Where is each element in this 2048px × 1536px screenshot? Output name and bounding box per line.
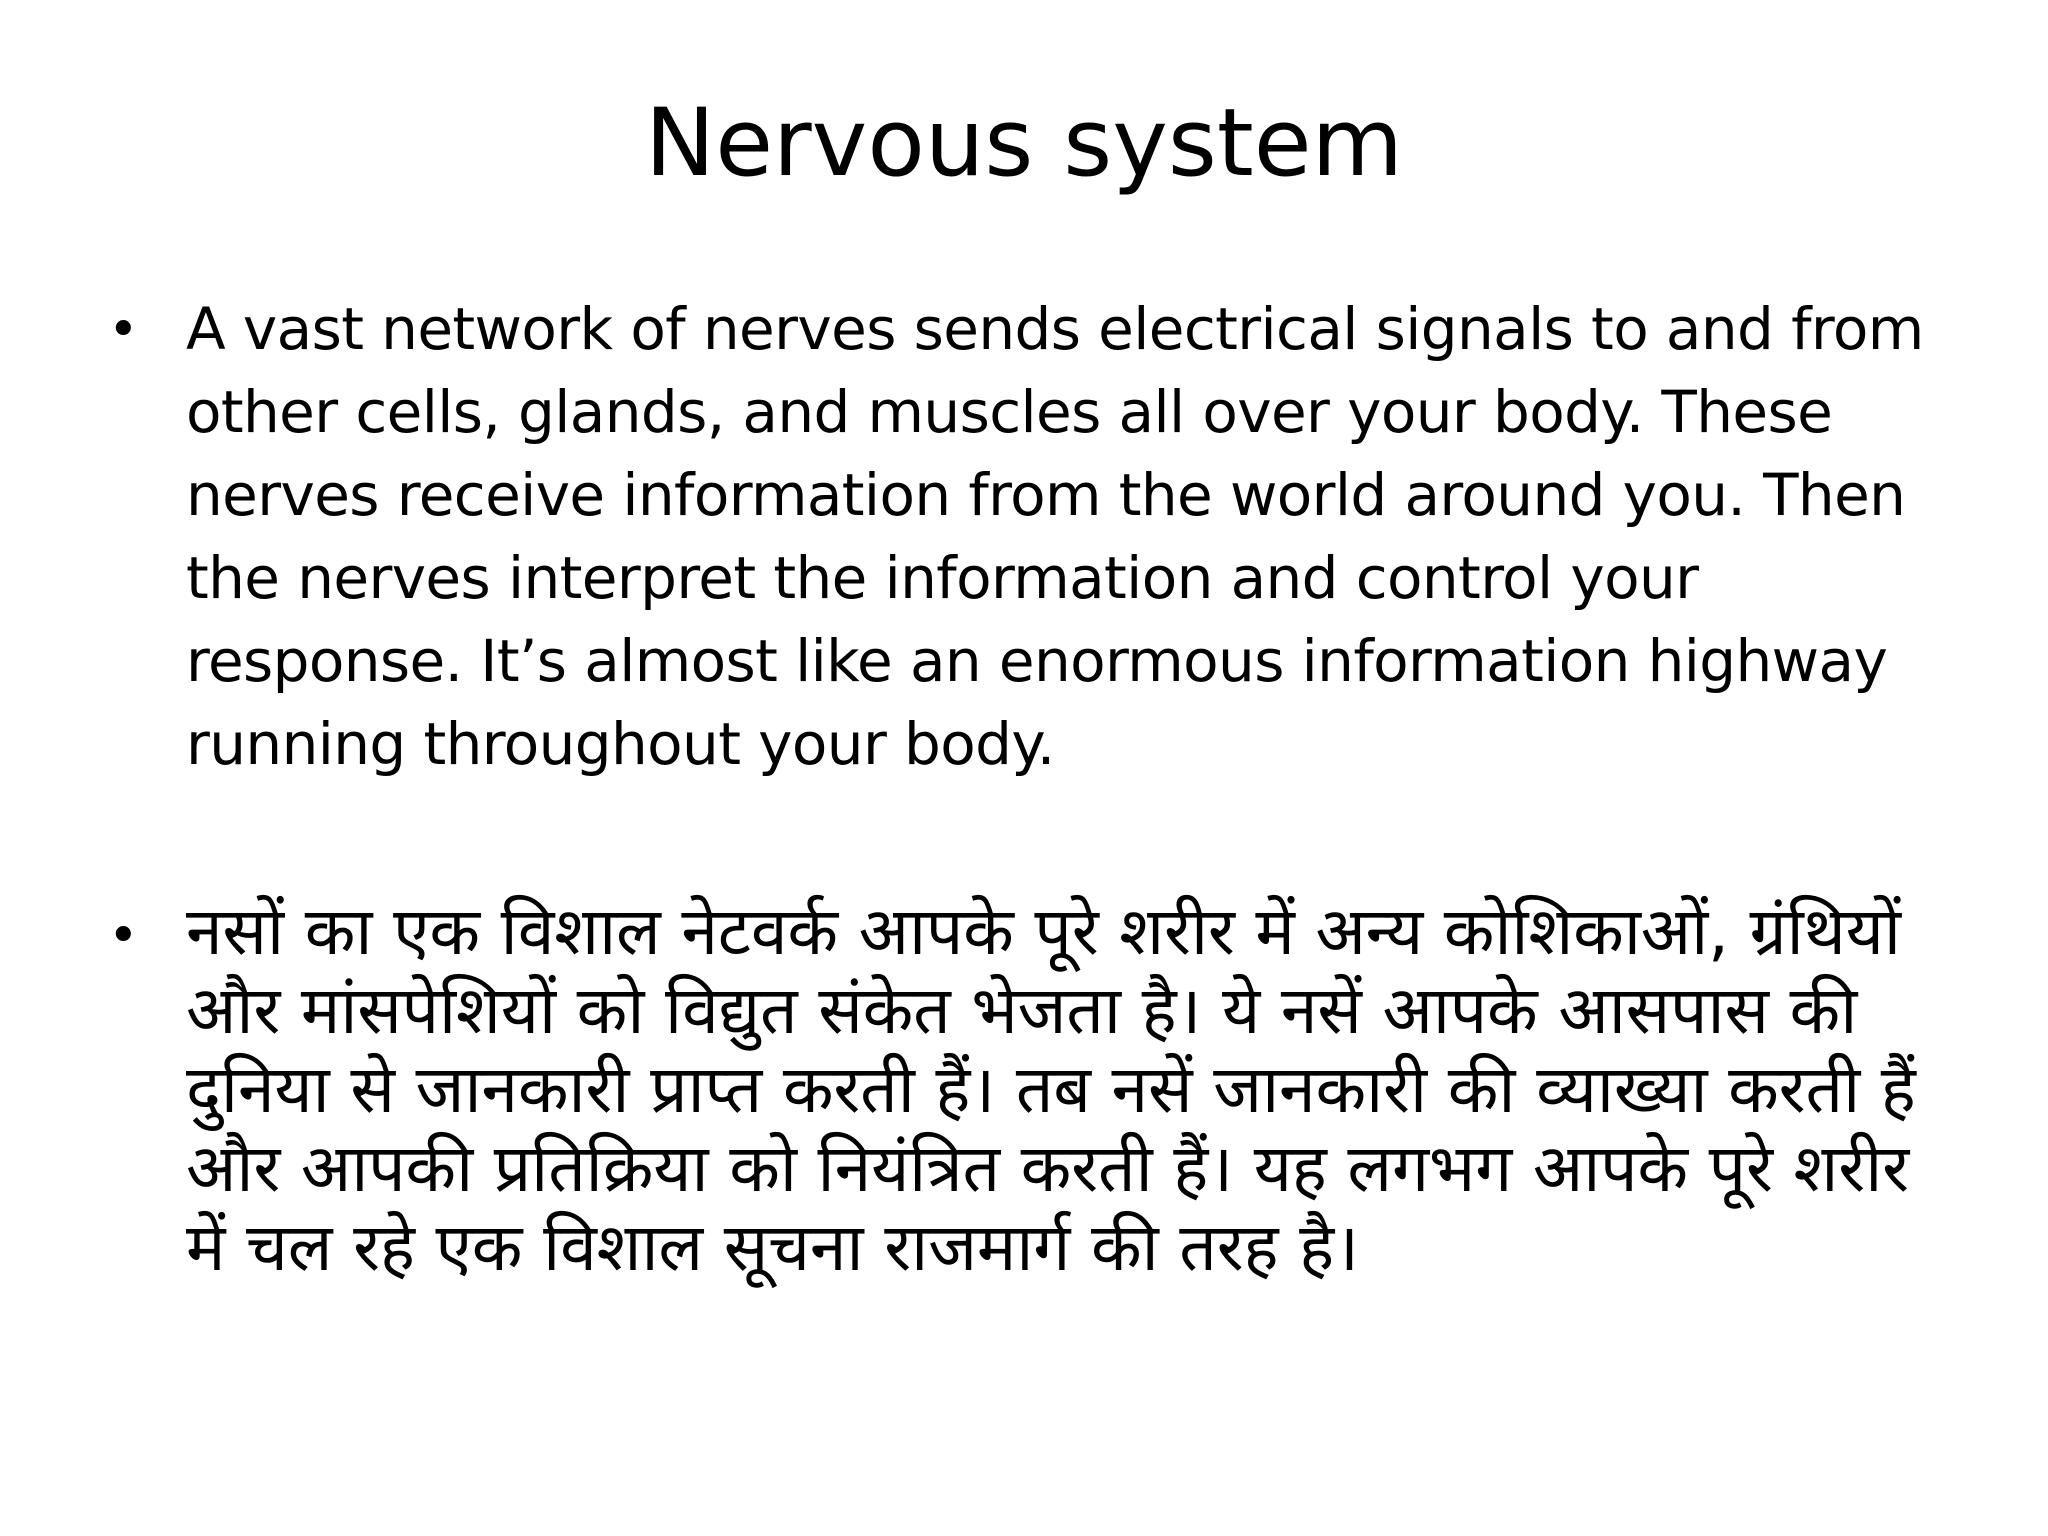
bullet-dot-icon: • bbox=[108, 906, 139, 966]
bullet-item-hindi bbox=[108, 892, 1948, 1287]
bullet-list bbox=[108, 288, 1948, 1287]
bullet-item-english bbox=[108, 288, 1948, 786]
bullet-text-hindi: नसों का एक विशाल नेटवर्क आपके पूरे शरीर में अन्य कोशिकाओं, ग्रंथियों और मांसपेशियों को विद्युत संकेत भेजता है। ये नसें आपके आसपास की दुनिया से जानकारी प्राप्त करती हैं। तब नसें जानकारी की व्याख्या करती हैं और आपकी प्रतिक्रिया को नियंत्रित करती हैं। यह लगभग आपके पूरे शरीर में चल रहे एक विशाल सूचना राजमार्ग की तरह है। bbox=[186, 893, 1916, 1286]
bullet-dot-icon: • bbox=[108, 300, 139, 360]
bullet-text-english: A vast network of nerves sends electrical signals to and from other cells, glands, and muscles all over your body. These nerves receive information from the world around you. Then the nerves interpret the information and control your response. It’s almost like an enormous information highway running throughout your body. bbox=[186, 295, 1924, 778]
slide-title: Nervous system bbox=[644, 89, 1404, 198]
